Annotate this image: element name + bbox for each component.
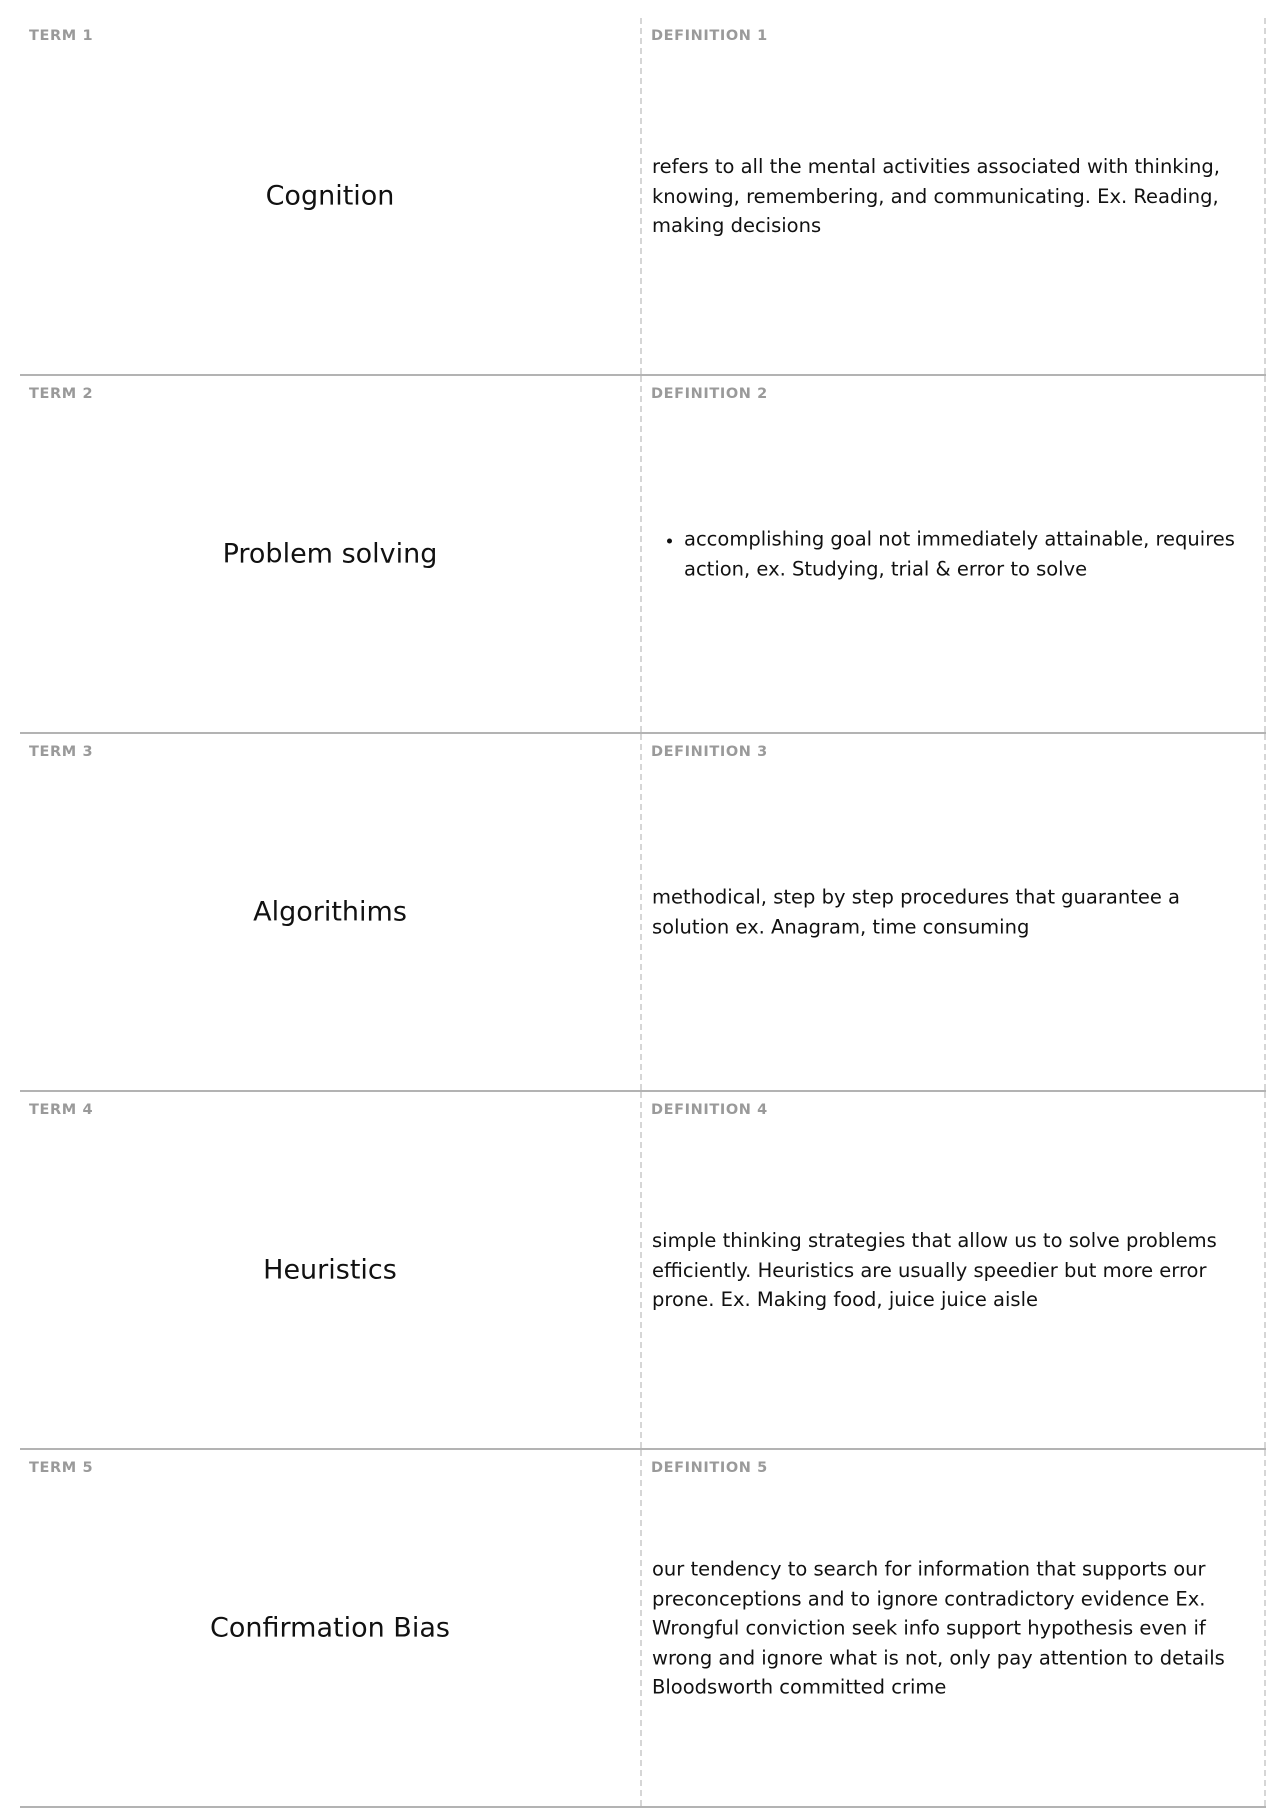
flashcard-row: [20, 1450, 1266, 1808]
definition-cell: [642, 1450, 1266, 1806]
definition-cell: [642, 18, 1266, 374]
flashcard-row: [20, 18, 1266, 376]
term-text: Algorithims: [253, 896, 407, 928]
term-label: TERM 1: [29, 28, 94, 44]
term-label: TERM 4: [29, 1102, 94, 1118]
term-text: Cognition: [265, 180, 395, 212]
term-cell: [20, 376, 642, 732]
flashcard-row: [20, 1092, 1266, 1450]
definition-label: DEFINITION 1: [651, 28, 768, 44]
definition-label: DEFINITION 4: [651, 1102, 768, 1118]
flashcard-row: [20, 376, 1266, 734]
term-cell: [20, 1450, 642, 1806]
term-cell: [20, 734, 642, 1090]
definition-text: methodical, step by step procedures that guarantee a solution ex. Anagram, time consuming: [652, 885, 1180, 938]
definition-label: DEFINITION 3: [651, 744, 768, 760]
flashcard-sheet: [20, 18, 1266, 1808]
term-label: TERM 3: [29, 744, 94, 760]
definition-text: simple thinking strategies that allow us to solve problems efficiently. Heuristics are usually speedier but more error prone. Ex. Making food, juice juice aisle: [652, 1228, 1217, 1311]
definition-label: DEFINITION 2: [651, 386, 768, 402]
definition-text: refers to all the mental activities associated with thinking, knowing, remembering, and communicating. Ex. Reading, making decisions: [652, 154, 1220, 237]
definition-text: [652, 525, 1250, 584]
definition-bullet-list: [652, 525, 1250, 584]
definition-cell: [642, 376, 1266, 732]
definition-bullet-item: • accomplishing goal not immediately attainable, requires action, ex. Studying, trial & error to solve: [684, 525, 1250, 584]
definition-cell: [642, 734, 1266, 1090]
term-label: TERM 5: [29, 1460, 94, 1476]
definition-cell: [642, 1092, 1266, 1448]
term-cell: [20, 18, 642, 374]
term-cell: [20, 1092, 642, 1448]
definition-text: our tendency to search for information that supports our preconceptions and to ignore contradictory evidence Ex. Wrongful conviction seek info support hypothesis even if wrong and ignore what is not, only pay attention to details Bloodsworth committed crime: [652, 1557, 1225, 1699]
definition-label: DEFINITION 5: [651, 1460, 768, 1476]
term-label: TERM 2: [29, 386, 94, 402]
term-text: Confirmation Bias: [210, 1612, 450, 1644]
flashcard-row: [20, 734, 1266, 1092]
term-text: Problem solving: [222, 538, 438, 570]
term-text: Heuristics: [263, 1254, 397, 1286]
